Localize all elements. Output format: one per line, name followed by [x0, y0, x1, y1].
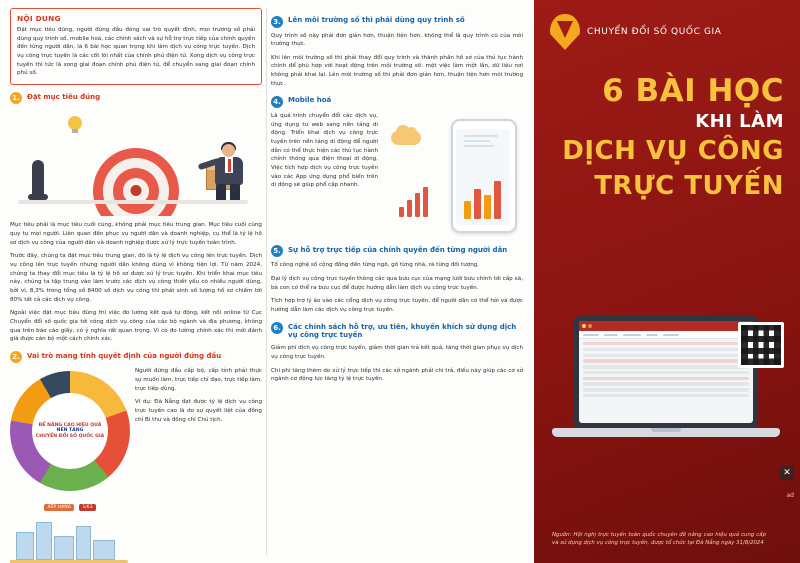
section-number-3: 3. — [271, 16, 283, 28]
phone-screen — [456, 129, 510, 225]
section-title-4: Mobile hoá — [288, 96, 332, 105]
donut-center-line-3: ĐỂ NÂNG CAO HIỆU QUẢ — [38, 422, 102, 428]
section-heading-2 — [10, 351, 262, 364]
growth-bar-3 — [415, 193, 420, 217]
source-note: Nguồn: Hội nghị trực tuyến toàn quốc chuyên đề nâng cao hiệu quả cung cấp và sử dụng dịch vụ công trực tuyến, được tổ chức tại Đà Nẵng ngày 31/8/2024 — [552, 531, 766, 546]
section-title-6: Các chính sách hỗ trợ, ưu tiên, khuyến khích sử dụng dịch vụ công trực tuyến — [288, 322, 517, 340]
portal-row-7 — [583, 377, 749, 380]
portal-row-8 — [583, 382, 749, 385]
rank-label: XẾP HẠNG — [44, 504, 74, 511]
section-number-6: 6. — [271, 322, 283, 334]
lightbulb-icon — [68, 116, 82, 130]
building-1 — [16, 532, 34, 560]
portal-nav-item-5 — [663, 334, 679, 336]
section-2-block — [10, 367, 262, 563]
portal-row-2 — [583, 348, 749, 351]
headline-mid: KHI LÀM — [695, 110, 784, 132]
section-1-paragraph-1: Mục tiêu phải là mục tiêu cuối cùng, không phải mục tiêu trung gian. Mục tiêu cuối cùng quy tụ mọi người. Liên quan đến phục vụ người dân và doanh nghiệp, cụ thể là tỷ lệ hồ sơ dịch vụ công của người dân và doanh nghiệp được xử lý trực tuyến toàn trình. — [10, 222, 262, 246]
portal-row-1 — [583, 342, 749, 345]
rank-chip-wrap — [10, 493, 130, 512]
building-5 — [93, 540, 115, 560]
column-divider — [266, 8, 267, 555]
section-title-2: Vai trò mang tính quyết định của người đứng đầu — [27, 351, 222, 360]
building-4 — [76, 526, 91, 560]
section-number-5: 5. — [271, 245, 283, 257]
portal-header-bar — [579, 321, 753, 331]
ground-line — [18, 200, 248, 204]
growth-bar-2 — [407, 200, 412, 217]
headline-number: 6 BÀI HỌC — [602, 73, 784, 109]
target-bullseye — [131, 185, 142, 196]
phone-bar-2 — [474, 189, 481, 219]
section-heading-5 — [271, 245, 523, 258]
section-number-1: 1. — [10, 92, 22, 104]
section-4-paragraph-1: Là quá trình chuyển đổi các dịch vụ, ứng dụng tư web sang nền tảng di động. Triển khai dịch vụ công trực tuyến trên nền tảng di động để người dân có thể thực hiện các thủ tục hành chính thông qua điện thoại di động. Việc tích hợp dịch vụ công trực tuyến vào các App ứng dụng phổ biến trên di động sẽ giúp phổ cập nhanh. — [271, 112, 378, 189]
laptop-screen — [579, 321, 753, 423]
building-2 — [36, 522, 52, 560]
portal-body — [579, 339, 753, 403]
laptop-notch — [651, 428, 681, 432]
section-title-3: Lên môi trường số thì phải dùng quy trình số — [288, 16, 465, 24]
section-heading-1 — [10, 92, 262, 105]
city-illustration — [10, 516, 128, 563]
section-5-paragraph-3: Tích hợp trợ lý ảo vào các cổng dịch vụ công trực tuyến, để người dân có thể hỏi và được hướng dẫn làm các dịch vụ công trực tuyến. — [271, 298, 523, 314]
phone-bar-1 — [464, 201, 471, 219]
section-title-1: Đặt mục tiêu đúng — [27, 92, 101, 101]
section-5-paragraph-2: Đại lý dịch vụ công trực tuyến thông các qua bưu cục của mạng lưới bưu chính tới cấp xã, bà con có thể ra bưu cục để được hướng dẫn làm dịch vụ công trực tuyến. — [271, 276, 523, 291]
intro-title: NỘI DUNG — [17, 14, 61, 23]
headline-big-1: DỊCH VỤ CÔNG — [562, 135, 784, 166]
donut-chart — [10, 371, 130, 491]
section-number-2: 2. — [10, 351, 22, 363]
portal-row-6 — [583, 371, 749, 374]
phone-line-2 — [464, 140, 490, 142]
qr-code-pattern — [741, 325, 781, 365]
section-3-paragraph-2: Khi lên môi trường số thì phải thay đổi quy trình và thành phần hồ sơ của thủ tục hành chính để phù hợp với hoạt động trên môi trường số: một việc làm một lần, dữ liệu nơi không phải khai lại. Lên môi trường số thì phải đơn giản hơn, thuận tiện hơn môi trường thực. — [271, 54, 523, 87]
building-3 — [54, 536, 74, 560]
section-2-paragraph-2: Ví dụ: Đà Nẵng đạt được tỷ lệ dịch vụ công trực tuyến cao là do sự quyết liệt của đồng chí Bí thư và đồng chí Chủ tịch. — [135, 399, 262, 423]
phone-bar-3 — [484, 195, 491, 219]
section-heading-4 — [271, 95, 523, 108]
person-head — [222, 144, 235, 157]
section-4-block — [271, 112, 523, 238]
headline-block — [550, 74, 784, 202]
ad-badge[interactable]: ad — [786, 492, 794, 499]
section-heading-3 — [271, 15, 523, 28]
national-digital-logo-icon — [550, 14, 580, 50]
portal-nav-bar — [579, 331, 753, 339]
close-icon[interactable]: ✕ — [780, 466, 794, 480]
person-tie — [228, 159, 231, 172]
portal-nav-item-4 — [646, 334, 658, 336]
section-1-paragraph-3: Ngoài việc đặt mục tiêu đúng thì việc đo lường kết quả tự động, kết nối online từ Cục Chuyển đổi số quốc gia tới công dịch vụ công của các bộ ngành và địa phương, không qua trên báo cáo giấy, có ý nghĩa rất quan trọng. Vì có đo lường chính xác thì mới đánh giá được cán bộ một cách chính xác. — [10, 310, 262, 343]
growth-arrow — [399, 187, 433, 217]
pie-infographic — [10, 367, 130, 563]
phone-line-3 — [464, 145, 494, 147]
section-2-paragraph-1: Người đứng đầu cấp bộ, cấp tỉnh phải thực sự muốn làm, trực tiếp chỉ đạo, trực tiếp làm, trực tiếp dùng. — [135, 368, 262, 392]
qr-code[interactable] — [738, 322, 784, 368]
portal-dot-2 — [588, 324, 592, 328]
column-2 — [271, 8, 523, 557]
donut-center-line-1: NỀN TẢNG — [56, 428, 84, 434]
laptop-lid — [574, 316, 758, 428]
section-6-paragraph-1: Giảm phí dịch vụ công trực tuyến, giảm thời gian trả kết quả, tăng thời gian phục vụ dịch vụ công trực tuyến. — [271, 345, 523, 360]
portal-row-3 — [583, 354, 749, 357]
target-illustration — [10, 108, 262, 216]
section-1-paragraph-2: Trước đây, chúng ta đặt mục tiêu trung gian, đó là tỷ lệ dịch vụ công lên trực tuyến. Dịch vụ công lên trực tuyến nhưng người dân không dùng vì không tiện lợi. Từ năm 2024, chúng ta thay đổi mục tiêu là tỷ lệ hồ sơ được xử lý trực tuyến. Khi triển khai mục tiêu này, chúng ta tập trung vào làm trước các dịch vụ công thiết yếu có nhiều người dùng, bởi vì, 8,3% trong tổng số 8400 số dịch vụ công thì phát sinh số lượng hồ sơ chiếm tới 80% tất cả các dịch vụ công. — [10, 253, 262, 303]
mobile-illustration — [383, 115, 523, 233]
growth-bar-1 — [399, 207, 404, 217]
smartphone-mockup — [451, 119, 517, 233]
brand-block — [550, 14, 784, 50]
intro-text: Đặt mục tiêu đúng, người đứng đầu đóng vai trò quyết định, mọi trương số phải dùng quy trình số, mobile hoá, các chính sách và sự hỗ trợ trực tiếp của chính quyền đến từng người dân, là 6 bài học quan trọng khi làm dịch vụ công trực tuyến. Dịch vụ công trực tuyến là các cốt lõi nhất của chính phủ điện tử. Xong dịch vụ công trực tuyến thì tức là xong giai đoạn chính phủ điện tử, để chuyển sang giai đoạn chính phủ số. — [17, 27, 255, 77]
section-3-paragraph-1: Quy trình số này phải đơn giản hơn, thuận tiện hơn, không thể là quy trình cũ của môi trường thực. — [271, 32, 523, 48]
section-title-5: Sự hỗ trợ trực tiếp của chính quyền đến từng người dân — [288, 245, 508, 254]
section-heading-6 — [271, 322, 523, 341]
cloud-icon — [391, 131, 421, 145]
chess-pawn-icon — [32, 160, 44, 200]
donut-center — [32, 393, 108, 469]
phone-line-1 — [464, 135, 498, 137]
section-4-text — [271, 112, 378, 195]
portal-nav-item-2 — [604, 334, 618, 336]
portal-row-4 — [583, 359, 749, 362]
growth-bar-4 — [423, 187, 428, 217]
headline-big-2: TRỰC TUYẾN — [594, 170, 784, 201]
phone-bar-4 — [494, 181, 501, 219]
brand-title: CHUYỂN ĐỔI SỐ QUỐC GIA — [587, 27, 722, 37]
section-2-text — [135, 367, 262, 429]
portal-nav-item-3 — [623, 334, 641, 336]
businessman-illustration — [206, 144, 252, 202]
section-5-paragraph-1: Tổ công nghệ số cộng đồng đến từng ngõ, gõ từng nhà, rà từng đối tượng. — [271, 262, 480, 269]
section-6-paragraph-2: Chi phí tăng thêm do xử lý trực tiếp thì các sở ngành phải chi trả, điều này giúp các cơ sở ngành cơ động lực tăng tỷ lệ trực tuyến. — [271, 367, 523, 383]
portal-nav-item-1 — [583, 334, 599, 336]
portal-row-10 — [583, 394, 749, 397]
donut-center-line-2: CHUYỂN ĐỔI SỐ QUỐC GIA — [35, 434, 105, 440]
column-1 — [10, 8, 262, 557]
section-number-4: 4. — [271, 96, 283, 108]
intro-box — [10, 8, 262, 85]
rank-value: 1/63 — [79, 504, 95, 511]
title-panel — [534, 0, 800, 563]
portal-row-9 — [583, 388, 749, 391]
portal-logo-dot — [582, 324, 586, 328]
portal-row-5 — [583, 365, 749, 368]
